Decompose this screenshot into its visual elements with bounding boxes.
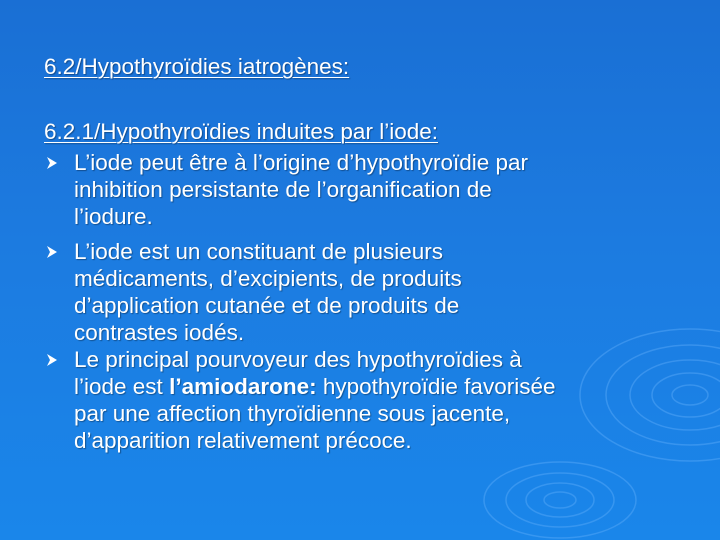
slide-subheading: 6.2.1/Hypothyroïdies induites par l’iode: xyxy=(44,119,438,144)
bullet-2-line-4: contrastes iodés. xyxy=(74,320,245,345)
arrowhead-bullet-icon xyxy=(44,346,62,373)
bullet-2-line-1: L’iode est un constituant de plusieurs xyxy=(74,239,443,264)
bullet-3-emphasis: l’amiodarone: xyxy=(169,374,317,399)
bullet-3-text: hypothyroïdie favorisée xyxy=(316,374,556,399)
arrowhead-bullet-icon xyxy=(44,238,62,265)
bullet-3-line-1: Le principal pourvoyeur des hypothyroïdies à xyxy=(74,347,522,372)
bullet-2-line-2: médicaments, d’excipients, de produits xyxy=(74,266,462,291)
bullet-3-line-4: d’apparition relativement précoce. xyxy=(74,428,412,453)
bullet-2-line-3: d’application cutanée et de produits de xyxy=(74,293,460,318)
arrowhead-bullet-icon xyxy=(44,149,62,176)
slide-heading: 6.2/Hypothyroïdies iatrogènes: xyxy=(44,54,350,79)
bullet-1-line-3: l’iodure. xyxy=(74,204,153,229)
bullet-1-line-1: L’iode peut être à l’origine d’hypothyroïdie par xyxy=(74,150,529,175)
bullet-3-line-3: par une affection thyroïdienne sous jacente, xyxy=(74,401,511,426)
bullet-3-text: l’iode est xyxy=(74,374,170,399)
bullet-1-line-2: inhibition persistante de l’organification de xyxy=(74,177,492,202)
bullet-3-line-2 xyxy=(74,373,555,400)
